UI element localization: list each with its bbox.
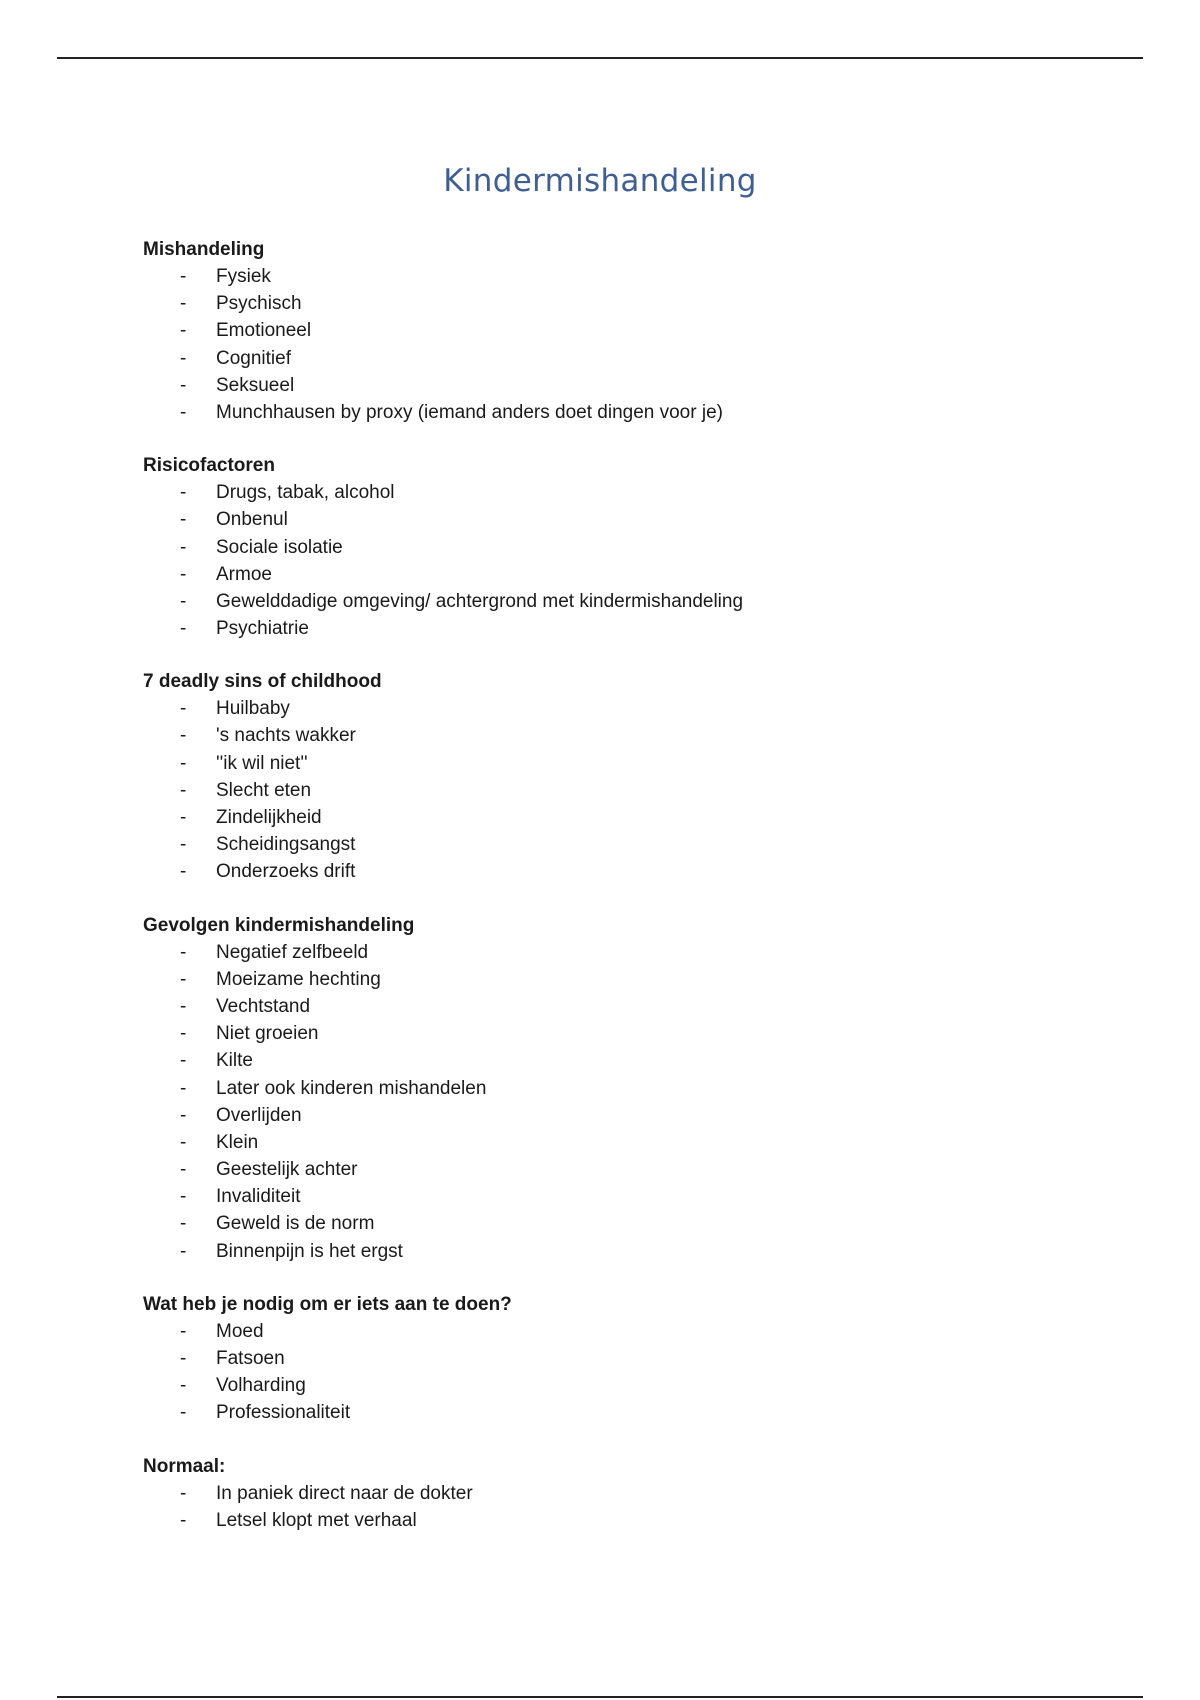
dash-bullet-icon: - <box>180 1482 187 1504</box>
list-item-text: 's nachts wakker <box>216 725 356 747</box>
dash-bullet-icon: - <box>180 834 187 856</box>
list-item-text: Armoe <box>216 563 272 585</box>
list-item-text: Klein <box>216 1131 259 1153</box>
dash-bullet-icon: - <box>180 1050 187 1072</box>
dash-bullet-icon: - <box>180 1131 187 1153</box>
section-heading: Risicofactoren <box>143 455 275 477</box>
section <box>143 1453 1043 1534</box>
list-item <box>143 1372 1043 1399</box>
list-item <box>143 479 1043 506</box>
dash-bullet-icon: - <box>180 1104 187 1126</box>
dash-bullet-icon: - <box>180 725 187 747</box>
list-item-text: Onderzoeks drift <box>216 861 356 883</box>
section-heading: Normaal: <box>143 1455 226 1477</box>
list-item <box>143 831 1043 858</box>
list-item <box>143 1238 1043 1265</box>
list-item-text: Moed <box>216 1320 264 1342</box>
list-item-text: Sociale isolatie <box>216 536 343 558</box>
list-item <box>143 1345 1043 1372</box>
dash-bullet-icon: - <box>180 941 187 963</box>
dash-bullet-icon: - <box>180 1402 187 1424</box>
list-item-text: Overlijden <box>216 1104 302 1126</box>
list-item-text: In paniek direct naar de dokter <box>216 1482 473 1504</box>
dash-bullet-icon: - <box>180 293 187 315</box>
dash-bullet-icon: - <box>180 536 187 558</box>
list-item-text: Geestelijk achter <box>216 1159 358 1181</box>
list-item <box>143 695 1043 722</box>
list-item <box>143 399 1043 426</box>
bullet-list <box>143 695 1043 885</box>
list-item <box>143 1020 1043 1047</box>
list-item <box>143 1102 1043 1129</box>
list-item <box>143 372 1043 399</box>
dash-bullet-icon: - <box>180 401 187 423</box>
dash-bullet-icon: - <box>180 1159 187 1181</box>
section-heading: Gevolgen kindermishandeling <box>143 914 415 936</box>
dash-bullet-icon: - <box>180 1509 187 1531</box>
list-item <box>143 1210 1043 1237</box>
bullet-list <box>143 479 1043 642</box>
list-item <box>143 1129 1043 1156</box>
dash-bullet-icon: - <box>180 1213 187 1235</box>
dash-bullet-icon: - <box>180 320 187 342</box>
document-body <box>143 236 1043 1560</box>
list-item <box>143 1075 1043 1102</box>
list-item-text: Drugs, tabak, alcohol <box>216 482 395 504</box>
dash-bullet-icon: - <box>180 1320 187 1342</box>
section-heading: Wat heb je nodig om er iets aan te doen? <box>143 1293 512 1315</box>
list-item <box>143 777 1043 804</box>
list-item-text: Scheidingsangst <box>216 834 356 856</box>
list-item <box>143 534 1043 561</box>
dash-bullet-icon: - <box>180 995 187 1017</box>
section <box>143 236 1043 426</box>
list-item-text: Slecht eten <box>216 779 312 801</box>
list-item <box>143 290 1043 317</box>
list-item-text: Letsel klopt met verhaal <box>216 1509 417 1531</box>
list-item <box>143 1047 1043 1074</box>
list-item <box>143 1480 1043 1507</box>
list-item-text: ''ik wil niet'' <box>216 752 308 774</box>
dash-bullet-icon: - <box>180 266 187 287</box>
dash-bullet-icon: - <box>180 807 187 828</box>
dash-bullet-icon: - <box>180 968 187 990</box>
section <box>143 668 1043 885</box>
list-item-text: Kilte <box>216 1050 253 1072</box>
dash-bullet-icon: - <box>180 861 187 883</box>
list-item <box>143 263 1043 290</box>
list-item <box>143 966 1043 993</box>
list-item-text: Professionaliteit <box>216 1402 351 1424</box>
dash-bullet-icon: - <box>180 1348 187 1369</box>
list-item-text: Moeizame hechting <box>216 968 381 990</box>
dash-bullet-icon: - <box>180 482 187 504</box>
list-item-text: Gewelddadige omgeving/ achtergrond met kindermishandeling <box>216 590 744 612</box>
section <box>143 452 1043 642</box>
list-item <box>143 345 1043 372</box>
bullet-list <box>143 1318 1043 1427</box>
list-item-text: Later ook kinderen mishandelen <box>216 1077 487 1099</box>
list-item <box>143 1399 1043 1426</box>
bullet-list <box>143 263 1043 426</box>
dash-bullet-icon: - <box>180 347 187 369</box>
list-item-text: Cognitief <box>216 347 291 369</box>
section <box>143 912 1043 1265</box>
list-item <box>143 804 1043 831</box>
list-item-text: Binnenpijn is het ergst <box>216 1240 403 1262</box>
dash-bullet-icon: - <box>180 1375 187 1397</box>
list-item <box>143 750 1043 777</box>
list-item-text: Emotioneel <box>216 320 312 342</box>
list-item-text: Volharding <box>216 1375 306 1397</box>
document-title: Kindermishandeling <box>443 163 757 199</box>
list-item <box>143 1507 1043 1534</box>
list-item-text: Munchhausen by proxy (iemand anders doet dingen voor je) <box>216 401 723 423</box>
list-item <box>143 1156 1043 1183</box>
list-item <box>143 588 1043 615</box>
dash-bullet-icon: - <box>180 1077 187 1099</box>
list-item-text: Niet groeien <box>216 1023 319 1045</box>
dash-bullet-icon: - <box>180 698 187 720</box>
list-item-text: Psychiatrie <box>216 618 309 640</box>
list-item-text: Invaliditeit <box>216 1186 301 1208</box>
list-item-text: Fatsoen <box>216 1348 285 1369</box>
list-item-text: Seksueel <box>216 374 295 396</box>
dash-bullet-icon: - <box>180 752 187 774</box>
list-item <box>143 615 1043 642</box>
list-item <box>143 561 1043 588</box>
dash-bullet-icon: - <box>180 590 187 612</box>
bullet-list <box>143 939 1043 1265</box>
dash-bullet-icon: - <box>180 1023 187 1045</box>
list-item <box>143 722 1043 749</box>
section <box>143 1291 1043 1427</box>
list-item-text: Vechtstand <box>216 995 311 1017</box>
list-item <box>143 858 1043 885</box>
bullet-list <box>143 1480 1043 1534</box>
dash-bullet-icon: - <box>180 1240 187 1262</box>
header-rule <box>57 57 1143 59</box>
footer-rule <box>57 1696 1143 1698</box>
list-item-text: Huilbaby <box>216 698 290 720</box>
list-item <box>143 939 1043 966</box>
list-item-text: Fysiek <box>216 266 271 287</box>
list-item <box>143 506 1043 533</box>
dash-bullet-icon: - <box>180 779 187 801</box>
list-item <box>143 317 1043 344</box>
section-heading: 7 deadly sins of childhood <box>143 671 382 693</box>
list-item <box>143 993 1043 1020</box>
list-item <box>143 1183 1043 1210</box>
list-item-text: Zindelijkheid <box>216 807 322 828</box>
dash-bullet-icon: - <box>180 1186 187 1208</box>
dash-bullet-icon: - <box>180 618 187 640</box>
list-item-text: Onbenul <box>216 509 288 531</box>
list-item-text: Negatief zelfbeeld <box>216 941 369 963</box>
list-item <box>143 1318 1043 1345</box>
dash-bullet-icon: - <box>180 563 187 585</box>
dash-bullet-icon: - <box>180 374 187 396</box>
dash-bullet-icon: - <box>180 509 187 531</box>
list-item-text: Geweld is de norm <box>216 1213 375 1235</box>
section-heading: Mishandeling <box>143 239 265 260</box>
list-item-text: Psychisch <box>216 293 302 315</box>
